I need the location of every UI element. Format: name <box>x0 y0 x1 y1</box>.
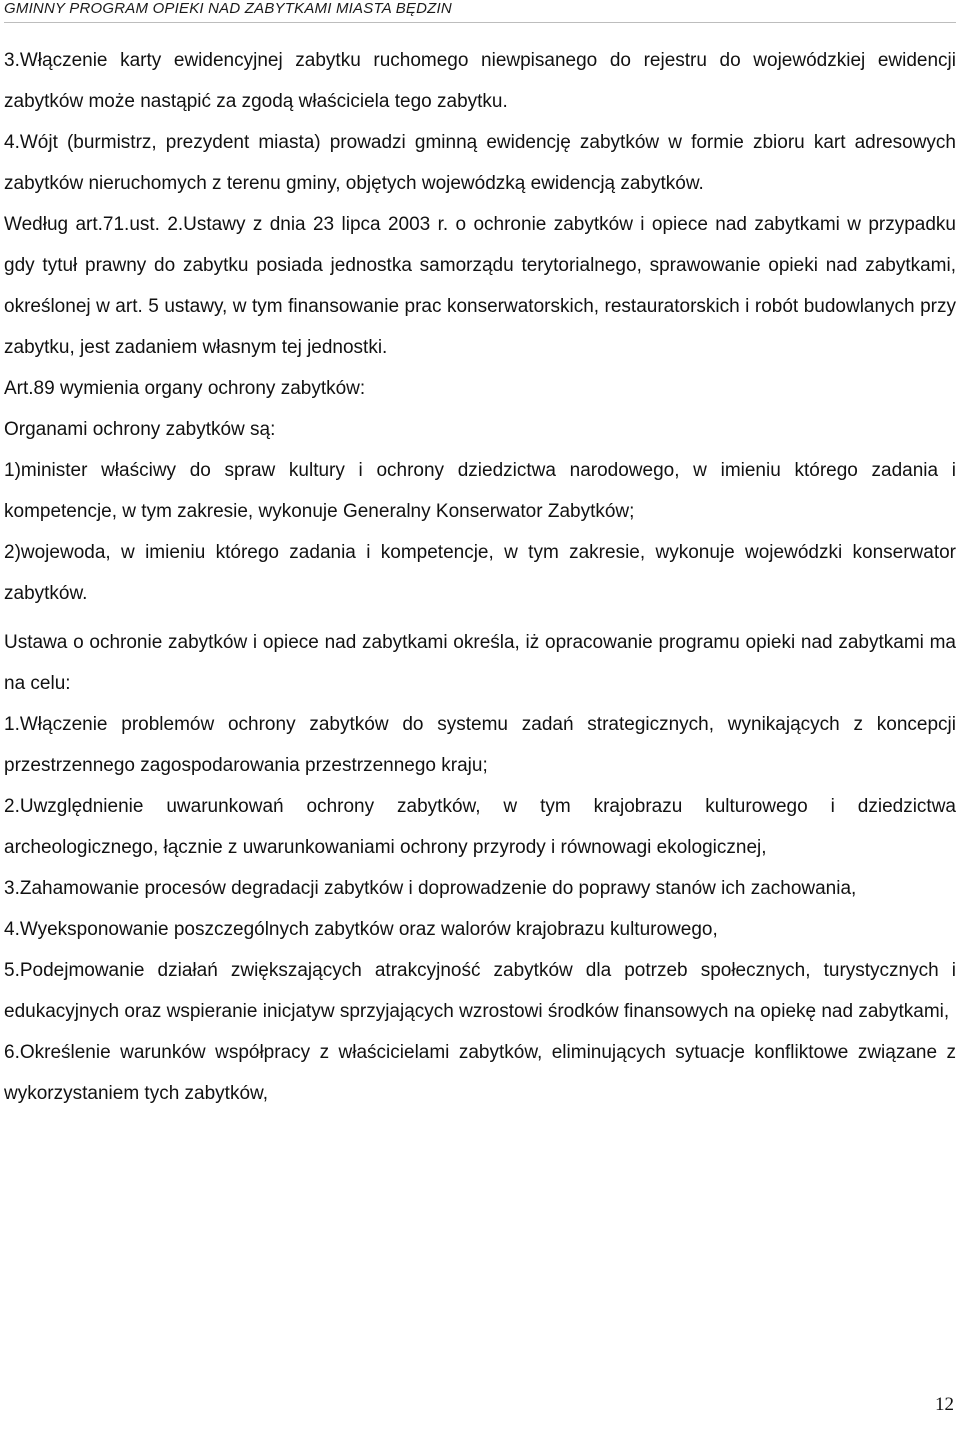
page-number: 12 <box>935 1394 954 1415</box>
document-body <box>4 40 956 1114</box>
paragraph-point-4: 4.Wójt (burmistrz, prezydent miasta) prowadzi gminną ewidencję zabytków w formie zbioru kart adresowych zabytków nieruchomych z terenu gminy, objętych wojewódzką ewidencją zabytków. <box>4 132 956 194</box>
paragraph-program-goals-intro: Ustawa o ochronie zabytków i opiece nad zabytkami określa, iż opracowanie programu opieki nad zabytkami ma na celu: <box>4 632 956 694</box>
document-header: GMINNY PROGRAM OPIEKI NAD ZABYTKAMI MIASTA BĘDZIN <box>4 0 452 17</box>
paragraph-goal-4: 4.Wyeksponowanie poszczególnych zabytków oraz walorów krajobrazu kulturowego, <box>4 919 718 940</box>
paragraph-organ-wojewoda: 2)wojewoda, w imieniu którego zadania i kompetencje, w tym zakresie, wykonuje wojewódzki konserwator zabytków. <box>4 542 956 604</box>
paragraph-art-71: Według art.71.ust. 2.Ustawy z dnia 23 lipca 2003 r. o ochronie zabytków i opiece nad zabytkami w przypadku gdy tytuł prawny do zabytku posiada jednostka samorządu terytorialnego, sprawowanie opieki nad zabytkami, określonej w art. 5 ustawy, w tym finansowanie prac konserwatorskich, restauratorskich i robót budowlanych przy zabytku, jest zadaniem własnym tej jednostki. <box>4 214 956 358</box>
paragraph-goal-6: 6.Określenie warunków współpracy z właścicielami zabytków, eliminujących sytuacje konfliktowe związane z wykorzystaniem tych zabytków, <box>4 1042 956 1104</box>
paragraph-goal-5: 5.Podejmowanie działań zwiększających atrakcyjność zabytków dla potrzeb społecznych, turystycznych i edukacyjnych oraz wspieranie inicjatyw sprzyjających wzrostowi środków finansowych na opiekę nad zabytkami, <box>4 960 956 1022</box>
paragraph-point-3: 3.Włączenie karty ewidencyjnej zabytku ruchomego niewpisanego do rejestru do wojewódzkiej ewidencji zabytków może nastąpić za zgodą właściciela tego zabytku. <box>4 50 956 112</box>
paragraph-art-89: Art.89 wymienia organy ochrony zabytków: <box>4 378 366 399</box>
paragraph-organs-intro: Organami ochrony zabytków są: <box>4 419 276 440</box>
header-divider <box>4 22 956 23</box>
paragraph-organ-minister: 1)minister właściwy do spraw kultury i ochrony dziedzictwa narodowego, w imieniu którego zadania i kompetencje, w tym zakresie, wykonuje Generalny Konserwator Zabytków; <box>4 460 956 522</box>
paragraph-goal-1: 1.Włączenie problemów ochrony zabytków do systemu zadań strategicznych, wynikających z koncepcji przestrzennego zagospodarowania przestrzennego kraju; <box>4 714 956 776</box>
paragraph-goal-2: 2.Uwzględnienie uwarunkowań ochrony zabytków, w tym krajobrazu kulturowego i dziedzictwa archeologicznego, łącznie z uwarunkowaniami ochrony przyrody i równowagi ekologicznej, <box>4 796 956 858</box>
paragraph-goal-3: 3.Zahamowanie procesów degradacji zabytków i doprowadzenie do poprawy stanów ich zachowania, <box>4 878 857 899</box>
